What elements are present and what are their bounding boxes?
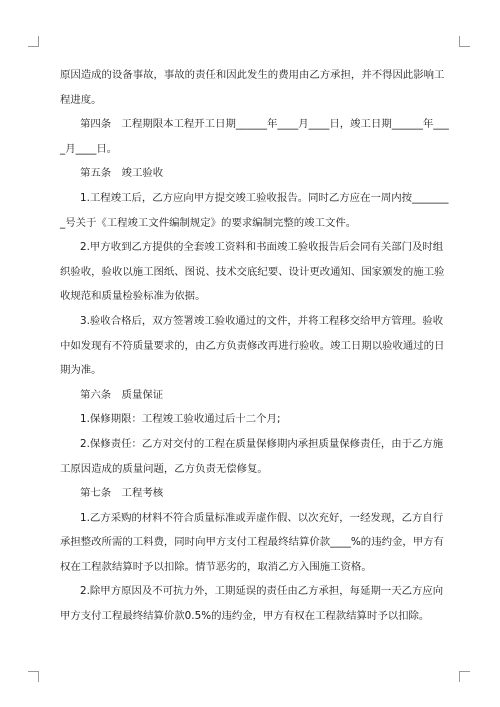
text-line: 2.甲方收到乙方提供的全套竣工资料和书面竣工验收报告后会同有关部门及时组 (80, 241, 444, 254)
text-line: 承担整改所需的工料费，同时向甲方支付工程最终结算价款____%的违约金，甲方有 (60, 536, 444, 549)
clause-heading: 第六条 质量保证 (80, 388, 164, 401)
text-line: 中如发现有不符质量要求的，由乙方负责修改再进行验收。竣工日期以验收通过的日 (60, 339, 445, 352)
clause-heading: 第四条 工程期限本工程开工日期______年____月____日，竣工日期______年___ (80, 118, 449, 131)
text-line: 1.保修期限：工程竣工验收通过后十二个月; (80, 413, 281, 426)
document-body (60, 63, 449, 629)
text-line: 收规范和质量检验标准为依据。 (60, 290, 206, 303)
text-line: 1.工程竣工后，乙方应向甲方提交竣工验收报告。同时乙方应在一周内按_______ (80, 191, 449, 204)
text-line: 甲方支付工程最终结算价款0.5%的违约金，甲方有权在工程款结算时予以扣除。 (60, 610, 430, 623)
corner-mark-bottom-left (28, 671, 39, 682)
text-line: 程进度。 (60, 93, 102, 106)
text-line: 原因造成的设备事故，事故的责任和因此发生的费用由乙方承担，并不得因此影响工 (60, 69, 445, 81)
corner-mark-top-left (28, 36, 39, 47)
text-line: _月____日。 (60, 142, 118, 155)
text-line: 1.乙方采购的材料不符合质量标准或弄虚作假、以次充好，一经发现，乙方自行 (80, 511, 444, 524)
text-line: 工原因造成的质量问题，乙方负责无偿修复。 (60, 462, 268, 475)
text-line: _号关于《工程竣工文件编制规定》的要求编制完整的竣工文件。 (60, 216, 357, 229)
text-line: 期为准。 (60, 364, 102, 377)
corner-mark-top-right (459, 36, 470, 47)
clause-heading: 第七条 工程考核 (80, 487, 164, 500)
clause-heading: 第五条 竣工验收 (80, 167, 164, 180)
text-line: 2.除甲方原因及不可抗力外，工期延误的责任由乙方承担，每延期一天乙方应向 (80, 585, 444, 598)
text-line: 权在工程款结算时予以扣除。情节恶劣的，取消乙方入围施工资格。 (60, 560, 372, 573)
text-line: 织验收，验收以施工图纸、图说、技术交底纪要、设计更改通知、国家颁发的施工验 (60, 265, 445, 278)
text-line: 2.保修责任：乙方对交付的工程在质量保修期内承担质量保修责任，由于乙方施 (80, 437, 444, 450)
text-line: 3.验收合格后，双方签署竣工验收通过的文件，并将工程移交给甲方管理。验收 (80, 314, 444, 327)
corner-mark-bottom-right (459, 671, 470, 682)
